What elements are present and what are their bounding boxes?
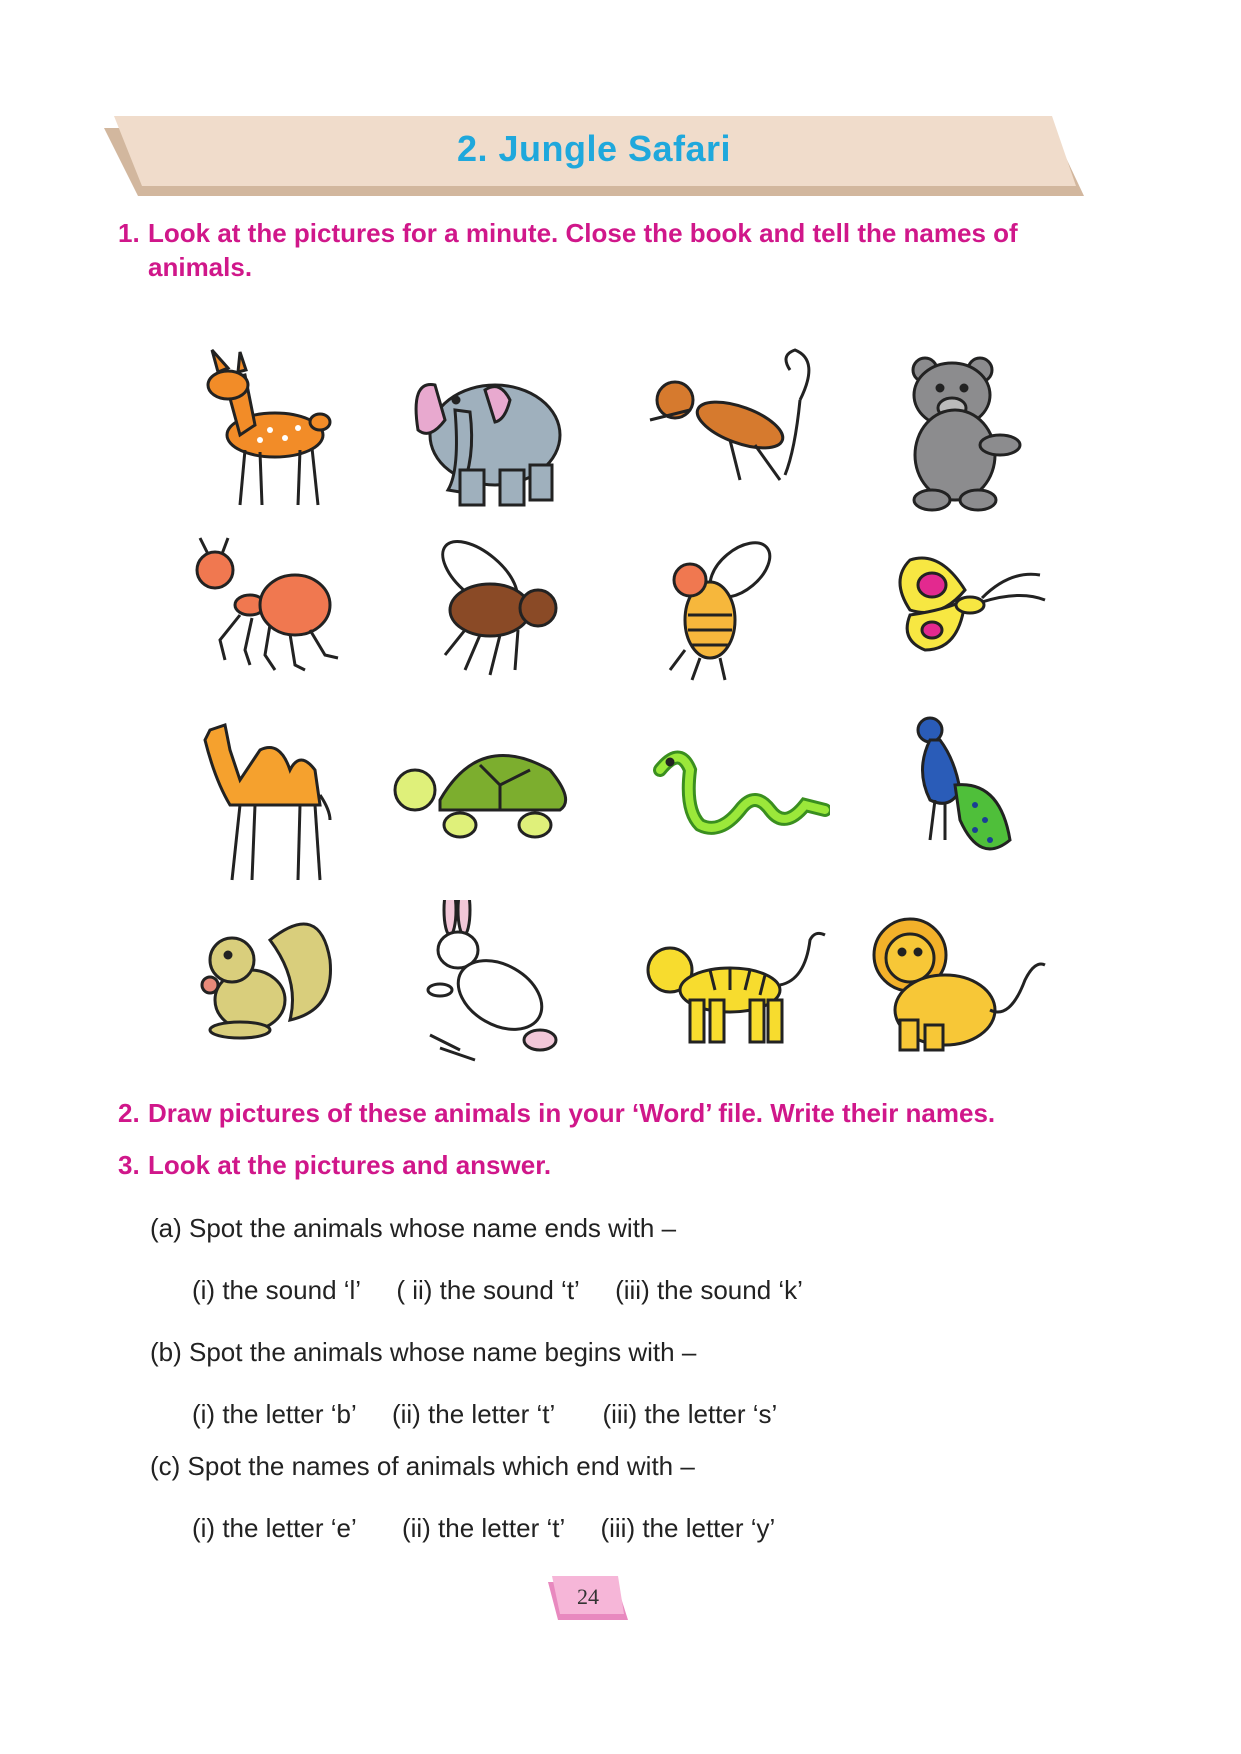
question-3a-stem: (a) Spot the animals whose name ends with –	[150, 1213, 677, 1243]
question-number: 2.	[118, 1098, 140, 1128]
option-ii: (ii) the letter ‘t’	[401, 1513, 566, 1543]
tiger-icon	[630, 900, 830, 1080]
fly-icon	[390, 520, 590, 700]
tortoise-icon	[390, 710, 590, 890]
option-i: (i) the letter ‘e’	[192, 1513, 357, 1543]
page-number-tab	[548, 1576, 628, 1620]
question-text: Draw pictures of these animals in your ‘Word’ file. Write their names.	[148, 1098, 996, 1128]
question-3c-options	[192, 1513, 775, 1544]
question-number: 1.	[118, 218, 140, 248]
question-3b-stem: (b) Spot the animals whose name begins with –	[150, 1337, 697, 1367]
option-i: (i) the sound ‘l’	[192, 1275, 362, 1305]
elephant-icon	[390, 340, 590, 520]
option-i: (i) the letter ‘b’	[192, 1399, 357, 1429]
question-1	[118, 216, 1078, 284]
monkey-icon	[630, 330, 830, 510]
question-text: Look at the pictures and answer.	[148, 1150, 552, 1180]
title-banner	[104, 114, 1084, 196]
question-number: 3.	[118, 1150, 140, 1180]
peacock-icon	[870, 690, 1070, 870]
option-ii: (ii) the letter ‘t’	[391, 1399, 556, 1429]
option-iii: (iii) the letter ‘y’	[600, 1513, 776, 1543]
butterfly-icon	[870, 530, 1070, 710]
rabbit-icon	[400, 900, 600, 1080]
page-number: 24	[577, 1584, 599, 1609]
snake-icon	[630, 710, 830, 890]
question-text-continued: animals.	[148, 252, 253, 282]
option-ii: ( ii) the sound ‘t’	[396, 1275, 580, 1305]
question-3c-stem: (c) Spot the names of animals which end with –	[150, 1451, 695, 1481]
question-2	[118, 1096, 1078, 1130]
question-3b-options	[192, 1399, 777, 1430]
camel-icon	[170, 710, 370, 890]
lion-icon	[860, 900, 1060, 1080]
animal-picture-grid	[170, 340, 1070, 1080]
squirrel-icon	[170, 900, 370, 1080]
question-3	[118, 1148, 1078, 1182]
ant-icon	[170, 530, 370, 710]
bee-icon	[630, 520, 830, 700]
page-title: 2. Jungle Safari	[456, 128, 732, 169]
question-text: Look at the pictures for a minute. Close the book and tell the names of	[148, 218, 1018, 248]
option-iii: (iii) the sound ‘k’	[615, 1275, 803, 1305]
bear-icon	[870, 340, 1070, 520]
option-iii: (iii) the letter ‘s’	[602, 1399, 778, 1429]
deer-icon	[170, 340, 370, 520]
question-3a-options	[192, 1275, 803, 1306]
